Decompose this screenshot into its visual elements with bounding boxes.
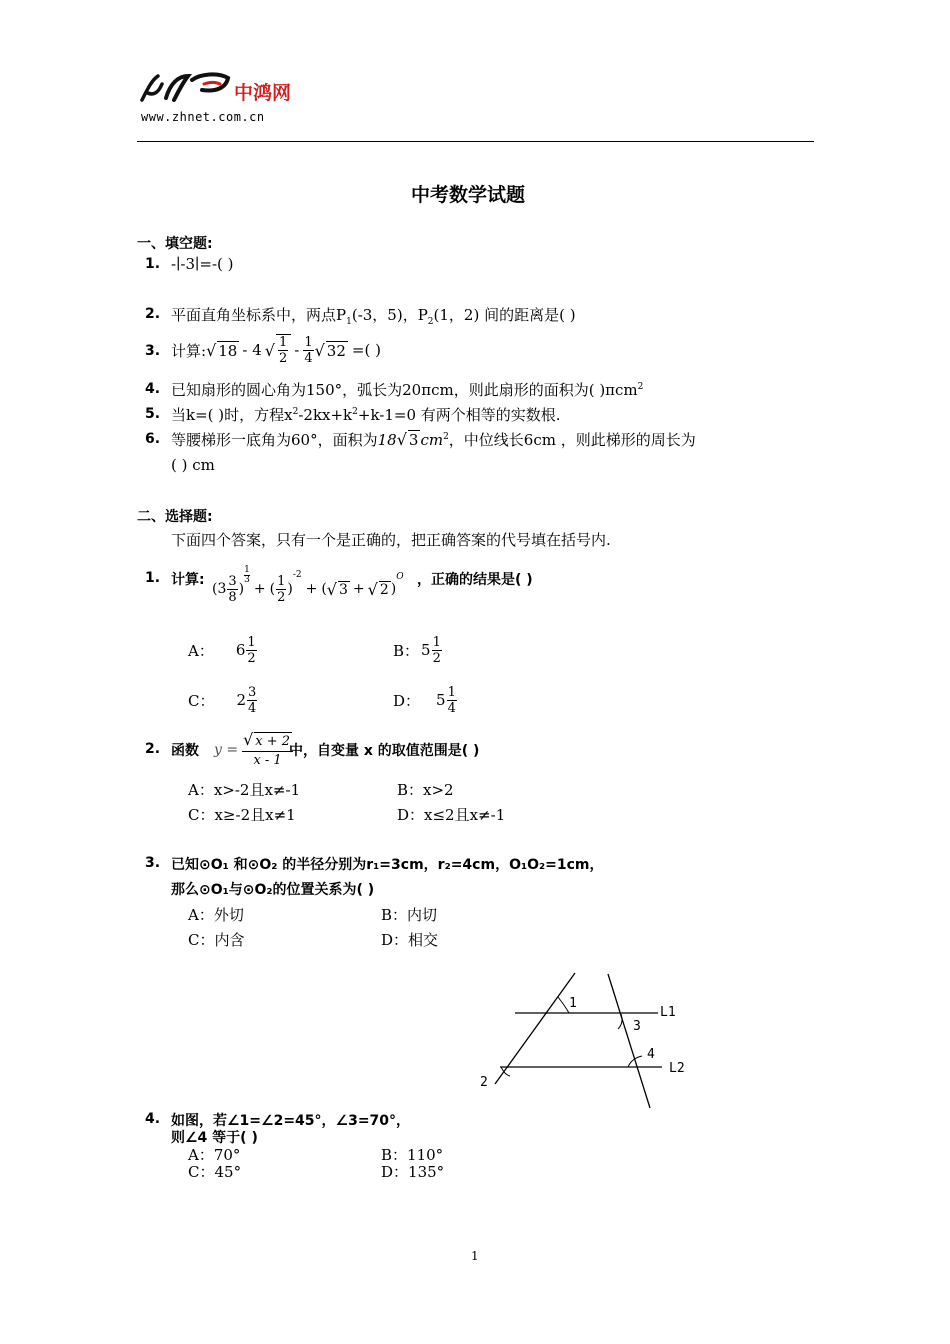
- option-c[interactable]: C： 2 $\frac{3}{4}$: [188, 684, 257, 716]
- question-text-line2: ( ) cm: [171, 456, 215, 474]
- label-4: 4: [647, 1047, 655, 1062]
- question-expression: 计算: √ 18 - 4 √ $\frac{1}{2}$ - $\frac{1}{4}$ √ 32 =( ): [171, 334, 381, 366]
- page-number: 1: [471, 1249, 479, 1263]
- question-text: 平面直角坐标系中，两点$P_1(-3$，5)，$P_2(1$，2) 间的距离是( ): [171, 306, 576, 327]
- label-2: 2: [480, 1075, 488, 1090]
- question-text: 已知扇形的圆心角为150°，弧长为20πcm，则此扇形的面积为( )πcm$^2$: [171, 381, 644, 399]
- question-label: 计算:: [171, 572, 205, 588]
- angle-1-arc: [558, 997, 569, 1013]
- option-c[interactable]: C：45°: [188, 1163, 242, 1181]
- question-number: 1.: [145, 256, 161, 272]
- question-text-line2: 那么⊙O₁与⊙O₂的位置关系为( ): [171, 882, 375, 898]
- option-b[interactable]: B：110°: [381, 1146, 444, 1164]
- section2-intro: 下面四个答案，只有一个是正确的，把正确答案的代号填在括号内.: [171, 531, 611, 549]
- question-text: 当k=( )时，方程$x^2-2kx+k^2+k-1=0$ 有两个相等的实数根.: [171, 406, 561, 424]
- option-b[interactable]: B：内切: [381, 906, 438, 924]
- question-label: 函数: [171, 743, 199, 759]
- question-expression: (3 $\frac{3}{8}$ ) 1 3 + ( $\frac{1}{2}$ ) -2 + ( √ 3 + √ 2 ) O: [212, 565, 404, 605]
- logo-brand: 中鸿网: [234, 83, 292, 104]
- question-number: 2.: [145, 741, 161, 757]
- option-a[interactable]: A：70°: [188, 1146, 241, 1164]
- option-a[interactable]: A：x>-2且x≠-1: [188, 781, 301, 799]
- question-number: 4.: [145, 381, 161, 397]
- option-b[interactable]: B：x>2: [397, 781, 454, 799]
- logo-brush-icon: [138, 70, 233, 108]
- question-number: 2.: [145, 306, 161, 322]
- question-text: -∣-3∣=-( ): [171, 255, 234, 273]
- question-number: 6.: [145, 431, 161, 447]
- function-expression: y = $\frac{√ x + 2}{x - 1}$: [214, 728, 294, 772]
- page-title: 中考数学试题: [411, 184, 526, 206]
- angle-3-arc: [618, 1014, 622, 1029]
- option-d[interactable]: D： 5 $\frac{1}{4}$: [393, 684, 456, 716]
- question-number: 5.: [145, 406, 161, 422]
- label-3: 3: [633, 1019, 641, 1034]
- question-number: 3.: [145, 855, 161, 871]
- header-rule: [137, 141, 814, 142]
- question-text: 已知⊙O₁ 和⊙O₂ 的半径分别为r₁=3cm，r₂=4cm，O₁O₂=1cm，: [171, 857, 604, 873]
- question-tail: ，正确的结果是( ): [417, 572, 533, 588]
- question-text: 等腰梯形一底角为60°，面积为18√ 3 $cm^2$，中位线长6cm ，则此梯形的周长为: [171, 430, 696, 449]
- label-l2: L2: [669, 1061, 685, 1076]
- question-number: 1.: [145, 570, 161, 586]
- label-l1: L1: [660, 1005, 676, 1020]
- option-c[interactable]: C：内含: [188, 931, 245, 949]
- section2-heading: 二、选择题:: [137, 509, 213, 525]
- parallel-lines-figure: [470, 968, 710, 1118]
- question-text: 如图，若∠1=∠2=45°，∠3=70°，: [171, 1113, 411, 1129]
- option-c[interactable]: C：x≥-2且x≠1: [188, 806, 296, 824]
- option-d[interactable]: D：135°: [381, 1163, 445, 1181]
- label-1: 1: [569, 996, 577, 1011]
- option-d[interactable]: D：x≤2且x≠-1: [397, 806, 506, 824]
- question-number: 3.: [145, 343, 161, 359]
- question-text-line2: 则∠4 等于( ): [171, 1130, 258, 1146]
- option-d[interactable]: D：相交: [381, 931, 439, 949]
- option-a[interactable]: A：外切: [188, 906, 244, 924]
- logo-url: www.zhnet.com.cn: [141, 110, 265, 124]
- transversal-right: [608, 974, 650, 1108]
- question-tail: 中，自变量 x 的取值范围是( ): [289, 743, 480, 759]
- option-a[interactable]: A： 6 $\frac{1}{2}$: [188, 634, 256, 666]
- section1-heading: 一、填空题:: [137, 236, 213, 252]
- option-b[interactable]: B： 5 $\frac{1}{2}$: [393, 634, 441, 666]
- question-number: 4.: [145, 1111, 161, 1127]
